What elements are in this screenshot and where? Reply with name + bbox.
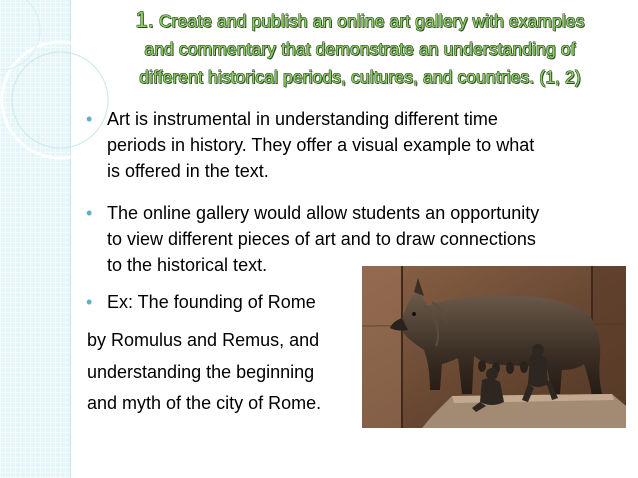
bullet-dot-icon: • <box>86 203 93 223</box>
title-line-1-text: Create and publish an online art gallery with examples <box>158 11 585 31</box>
bullet-line: periods in history. They offer a visual example to what <box>107 135 535 155</box>
bullet-item <box>86 106 626 184</box>
capitoline-wolf-photo <box>362 266 626 428</box>
bullet-line: Ex: The founding of Rome <box>107 292 316 312</box>
title-line-2: and commentary that demonstrate an understanding of <box>144 39 576 59</box>
bullet-text <box>86 106 626 184</box>
title-line-3: different historical periods, cultures, and countries. (1, 2) <box>139 67 581 87</box>
title-number: 1. <box>135 7 154 32</box>
body-line: by Romulus and Remus, and <box>87 330 320 350</box>
title-line-1 <box>100 6 620 35</box>
bullet-dot-icon: • <box>86 109 93 129</box>
body-line: understanding the beginning <box>87 362 315 382</box>
bullet-line: to the historical text. <box>107 255 268 275</box>
capitoline-wolf-icon <box>362 266 626 428</box>
bullet-line: is offered in the text. <box>107 161 269 181</box>
body-line: and myth of the city of Rome. <box>87 393 322 413</box>
slide-title <box>100 6 620 91</box>
bullet-line: The online gallery would allow students an opportunity <box>107 203 540 223</box>
bullet-dot-icon: • <box>86 292 93 312</box>
bullet-line: to view different pieces of art and to draw connections <box>107 229 536 249</box>
bullet-line: Art is instrumental in understanding different time <box>107 109 498 129</box>
